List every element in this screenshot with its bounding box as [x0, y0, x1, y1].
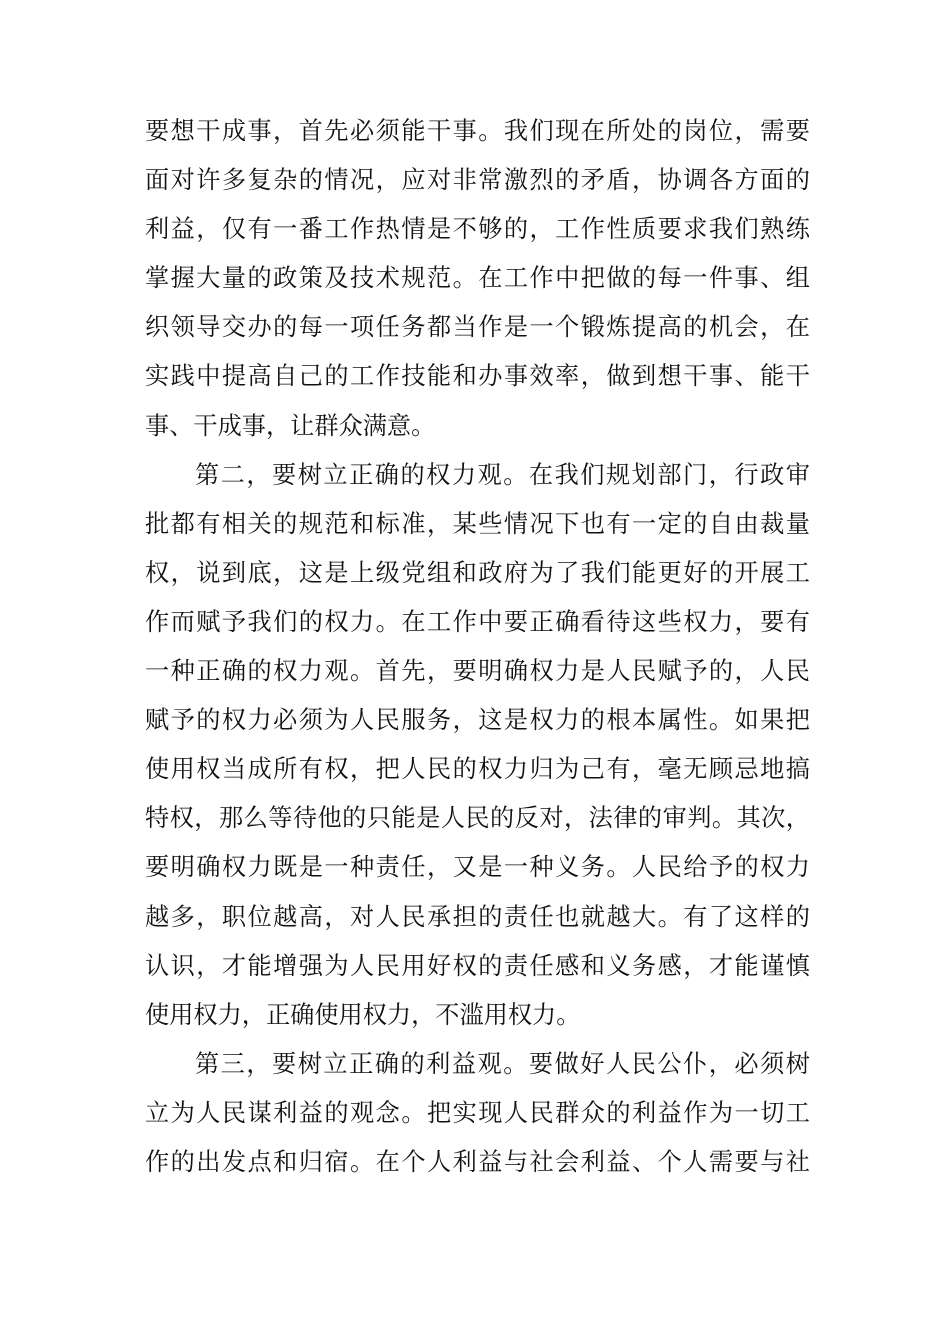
text-line: 织领导交办的每一项任务都当作是一个锻炼提高的机会，在	[145, 313, 810, 342]
text-line: 作的出发点和归宿。在个人利益与社会利益、个人需要与社	[145, 1147, 810, 1176]
text-line: 赋予的权力必须为人民服务，这是权力的根本属性。如果把	[145, 706, 810, 735]
text-line: 权，说到底，这是上级党组和政府为了我们能更好的开展工	[145, 558, 810, 587]
text-line: 一种正确的权力观。首先，要明确权力是人民赋予的，人民	[145, 657, 810, 686]
text-line: 使用权力，正确使用权力，不滥用权力。	[145, 1000, 581, 1029]
paragraph-start-line: 第三，要树立正确的利益观。要做好人民公仆，必须树	[195, 1049, 810, 1078]
text-line: 立为人民谋利益的观念。把实现人民群众的利益作为一切工	[145, 1098, 810, 1127]
text-line: 使用权当成所有权，把人民的权力归为己有，毫无顾忌地搞	[145, 755, 810, 784]
text-line: 要明确权力既是一种责任，又是一种义务。人民给予的权力	[145, 853, 810, 882]
text-line: 利益，仅有一番工作热情是不够的，工作性质要求我们熟练	[145, 215, 810, 244]
text-line: 要想干成事，首先必须能干事。我们现在所处的岗位，需要	[145, 117, 810, 145]
text-line: 批都有相关的规范和标准，某些情况下也有一定的自由裁量	[145, 509, 810, 538]
text-line: 认识，才能增强为人民用好权的责任感和义务感，才能谨慎	[145, 951, 810, 980]
text-line: 掌握大量的政策及技术规范。在工作中把做的每一件事、组	[145, 264, 810, 293]
text-line: 作而赋予我们的权力。在工作中要正确看待这些权力，要有	[145, 607, 810, 636]
text-line: 特权，那么等待他的只能是人民的反对，法律的审判。其次，	[145, 804, 810, 833]
body-text	[145, 107, 810, 1187]
text-line: 面对许多复杂的情况，应对非常激烈的矛盾，协调各方面的	[145, 166, 810, 195]
text-line: 事、干成事，让群众满意。	[145, 411, 436, 440]
text-line: 实践中提高自己的工作技能和办事效率，做到想干事、能干	[145, 362, 810, 391]
text-line: 越多，职位越高，对人民承担的责任也就越大。有了这样的	[145, 902, 810, 931]
paragraph-start-line: 第二，要树立正确的权力观。在我们规划部门，行政审	[195, 460, 810, 489]
